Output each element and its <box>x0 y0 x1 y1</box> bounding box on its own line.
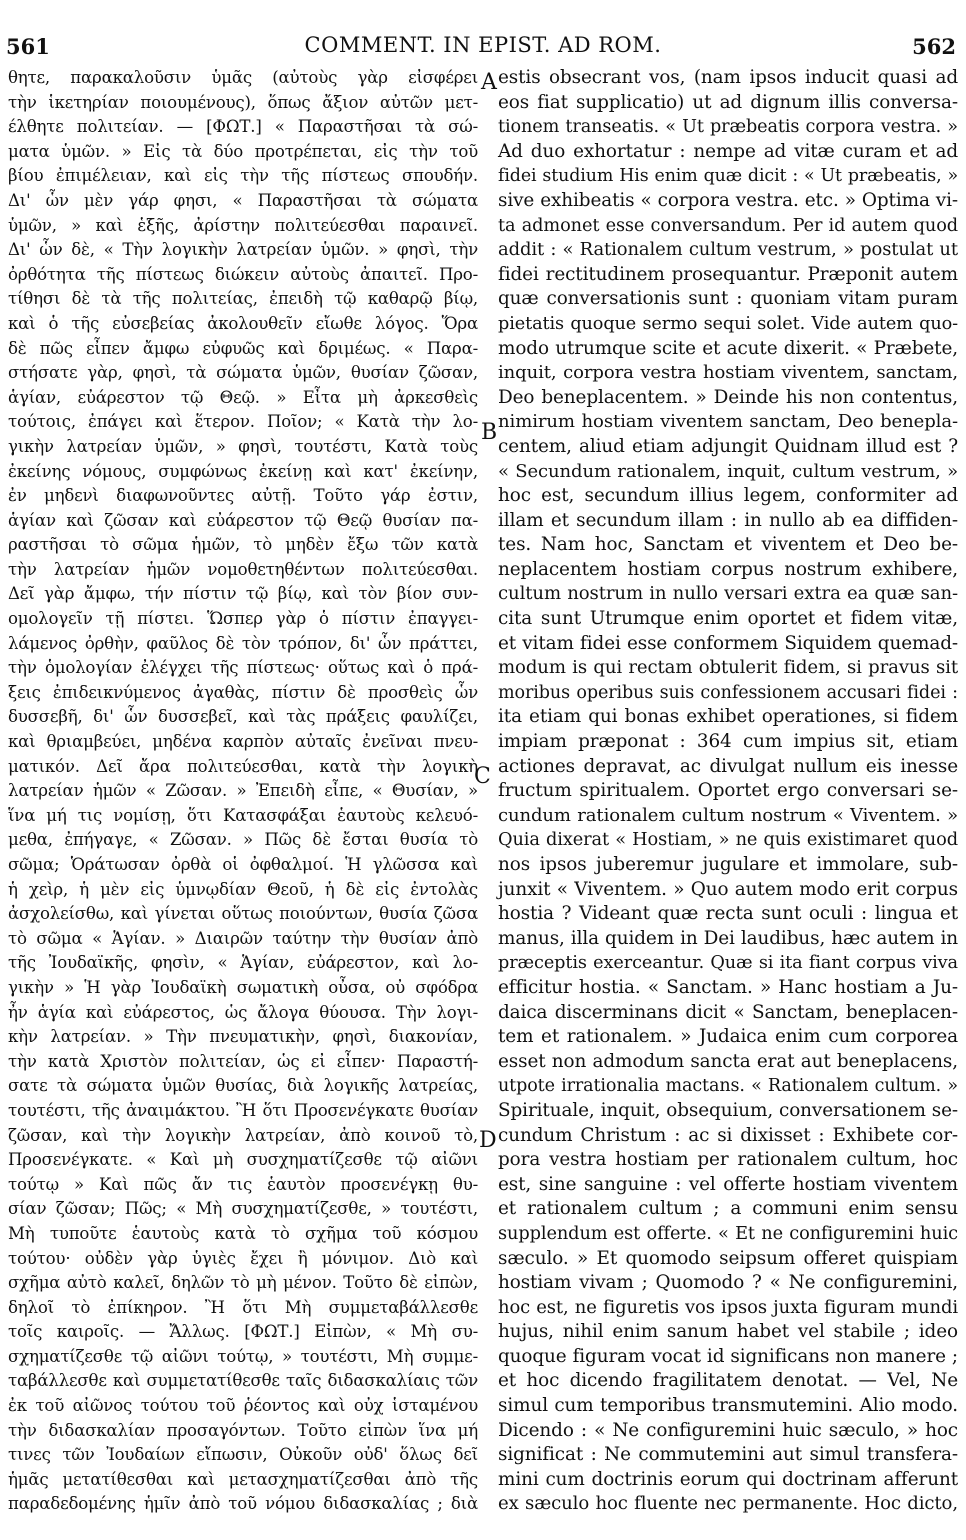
latin-text-line: Dicendo : « Ne configuremini huic sæculo, » hoc <box>498 1419 958 1441</box>
greek-text-line: ὀρθότητα τῆς πίστεως διώκειν αὐτοὺς ἀπαιτεῖ. Προ- <box>8 264 478 284</box>
latin-text-line: cita sunt Utrumque enim oportet et fidem vitæ, <box>498 608 958 630</box>
latin-text-line: fidei rectitudinem prosequantur. Præponit autem <box>498 263 958 285</box>
greek-text-line: στήσατε γὰρ, φησὶ, τὰ σώματα ὑμῶν, θυσίαν ζῶσαν, <box>8 363 478 383</box>
latin-text-line: estis obsecrant vos, (nam ipsos inducit quasi ad <box>498 67 958 88</box>
latin-text-line: supplendum est offerte. « Et ne configuremini huic <box>498 1223 958 1244</box>
latin-text-line: centem, aliud etiam adjungit Quidnam illud est ? <box>498 435 958 457</box>
greek-text-line: έλθητε πολιτείαν. — [ΦΩΤ.] « Παραστῆσαι τὰ σώ- <box>8 117 478 137</box>
greek-text-line: ξεις ἐπιδεικνύμενος ἀγαθὰς, πίστιν δὲ προσθεὶς ὧν <box>8 682 478 702</box>
latin-text-line: tem et rationalem. » Judaica enim cum corporea <box>498 1026 958 1048</box>
latin-text-line: pietatis quoque sermo sequi solet. Vide autem quo- <box>498 313 958 334</box>
greek-text-line: δυσσεβῆ, δι' ὧν δυσσεβεῖ, καὶ τὰς πράξεις φαυλίζει, <box>8 707 478 727</box>
latin-text-line: ex sæculo hoc fluente nec permanente. Hoc dicto, <box>498 1493 958 1515</box>
greek-text-line: Δεῖ γὰρ ἄμφω, τήν πίστιν τῷ βίῳ, καὶ τὸν βίον συν- <box>8 584 478 604</box>
greek-text-line: τίθησι δὲ τὰ τῆς πολιτείας, ἐπειδὴ τῷ καθαρῷ βίῳ, <box>8 289 478 309</box>
greek-text-line: τὴν ἱκετηρίαν ποιουμένους), ὅπως ἄξιον αὐτῶν μετ- <box>8 92 478 112</box>
greek-text-line: τούτου· οὐδὲν γὰρ ὑγιὲς ἔχει ἢ μόνιμον. Διὸ καὶ <box>8 1248 478 1268</box>
greek-text-line: σίαν ζῶσαν; Πῶς; « Μὴ συσχηματίζεσθε, » τουτέστι, <box>8 1199 478 1219</box>
greek-text-line: ἐκ τοῦ αἰῶνος τούτου τοῦ ῥέοντος καὶ οὐχ ἱσταμένου <box>8 1396 478 1416</box>
greek-text-line: Προσενέγκατε. « Καὶ μὴ συσχηματίζεσθε τῷ αἰῶνι <box>8 1150 478 1170</box>
latin-text-line: addit : « Rationalem cultum vestrum, » postulat ut <box>498 239 958 261</box>
greek-text-line: λατρείαν ἡμῶν « Ζῶσαν. » Ἐπειδὴ εἶπε, « Θυσίαν, » <box>8 781 478 801</box>
latin-text-line: tionem transeatis. « Ut præbeatis corpora vestra. » <box>498 117 958 138</box>
latin-text-line: impiam præponat : 364 cum impius sit, etiam <box>498 731 958 753</box>
greek-text-line: σατε τὰ σώματα ὑμῶν θυσίας, διὰ λογικῆς λατρείας, <box>8 1076 478 1096</box>
greek-text-line: ἦν ἁγία καὶ εὐάρεστος, ὡς ἄλογα θύουσα. Τὴν λογι- <box>8 1002 478 1022</box>
greek-text-line: γικὴν λατρείαν ὑμῶν, » φησὶ, τουτέστι, Κατὰ τοὺς <box>8 436 478 456</box>
greek-text-line: Δι' ὧν δὲ, « Τὴν λογικὴν λατρείαν ὑμῶν. » φησὶ, τὴν <box>8 240 478 260</box>
section-marker-b: B <box>481 420 498 445</box>
latin-text-line: daica discerminans dicit « Sanctam, beneplacen- <box>498 1001 958 1023</box>
latin-text-line: actiones depravat, ac divulgat nullum eis inesse <box>498 755 958 777</box>
latin-text-line: nos ipsos juberemur jugulare et immolare, sub- <box>498 854 958 875</box>
greek-text-line: ὑμῶν, » καὶ ἑξῆς, ἀρίστην πολιτεύεσθαι παραινεῖ. <box>8 215 478 235</box>
latin-text-line: hostiam vivam ; Quomodo ? « Ne configuremini, <box>498 1272 958 1294</box>
greek-text-line: ραστῆσαι τὸ σῶμα ἡμῶν, τὸ μηδὲν ἔξω τῶν κατὰ <box>8 535 478 555</box>
greek-text-line: τὸ σῶμα « Ἁγίαν. » Διαιρῶν ταύτην τὴν θυσίαν ἀπὸ <box>8 928 478 948</box>
greek-text-line: γικὴν » Ἡ γὰρ Ἰουδαϊκὴ σωματικὴ οὖσα, οὐ σφόδρα <box>8 977 478 997</box>
greek-text-line: ἡμᾶς μετατίθεσθαι καὶ μετασχηματίζεσθαι ἀπὸ τῆς <box>8 1469 478 1489</box>
latin-text-line: hostia ? Videant quæ recta sunt oculi : lingua et <box>498 903 958 925</box>
latin-text-line: ta admonet esse conversandum. Per id autem quod <box>498 215 958 236</box>
greek-text-line: ἐν μηδενὶ διαφωνοῦντες αὐτῇ. Τοῦτο γάρ ἐστιν, <box>8 486 478 506</box>
page-number-left: 561 <box>6 34 50 59</box>
latin-text-line: et rationalem cultum ; a communi enim sensu <box>498 1198 958 1220</box>
greek-text-line: ἁγίαν, εὐάρεστον τῷ Θεῷ. » Εἶτα μὴ ἀρκεσθεὶς <box>8 387 478 407</box>
latin-text-line: illam et secundum illam : in nullo ab ea diffiden- <box>498 509 958 531</box>
latin-text-line: hujus, nihil enim sanum habet vel stabile ; ideo <box>498 1321 958 1343</box>
greek-text-line: ματικόν. Δεῖ ἄρα πολιτεύεσθαι, κατὰ τὴν λογικὴ <box>8 756 478 776</box>
latin-text-line: hoc est, secundum illius legem, conformiter ad <box>498 485 958 507</box>
latin-text-line: modum is qui rectam obtulerit fidem, si pravus sit <box>498 657 958 679</box>
greek-text-line: ζῶσαν, καὶ τὴν λογικὴν λατρείαν, ἀπὸ κοινοῦ τὸ, <box>8 1125 478 1145</box>
latin-text-line: præceptis exerceantur. Quæ si ita fiant corpus viva <box>498 953 958 974</box>
latin-text-line: sæculo. » Et quomodo seipsum offeret quispiam <box>498 1247 958 1269</box>
greek-text-line: ομολογεῖν τῇ πίστει. Ὥσπερ γὰρ ὁ πίστιν ἐπαγγει- <box>8 609 478 629</box>
latin-column <box>498 66 958 1515</box>
latin-text-line: Spirituale, inquit, obsequium, conversationem se- <box>498 1099 958 1121</box>
greek-text-line: μεθα, ἐπήγαγε, « Ζῶσαν. » Πῶς δὲ ἔσται θυσία τὸ <box>8 830 478 850</box>
greek-text-line: τὴν κατὰ Χριστὸν πολιτείαν, ὡς εἰ εἶπεν· Παραστή- <box>8 1051 478 1071</box>
greek-text-line: τῆς Ἰουδαϊκῆς, φησὶν, « Ἁγίαν, εὐάρεστον, καὶ λο- <box>8 953 478 973</box>
latin-text-line: efficitur hostia. « Sanctam. » Hanc hostiam a Ju- <box>498 976 958 998</box>
greek-text-line: ματα ὑμῶν. » Εἰς τὰ δύο προτρέπεται, εἰς τὴν τοῦ <box>8 141 478 161</box>
running-title: COMMENT. IN EPIST. AD ROM. <box>304 33 662 57</box>
greek-text-line: θητε, παρακαλοῦσιν ὑμᾶς (αὐτοὺς γὰρ εἰσφέρει <box>8 68 478 87</box>
greek-text-line: τὴν ὁμολογίαν ἐλέγχει τῆς πίστεως· οὕτως καὶ ὁ πρά- <box>8 658 478 678</box>
latin-text-line: fructum spiritualem. Oportet ergo conversari se- <box>498 780 958 802</box>
latin-text-line: moribus operibus suis confessionem accusari fidei : <box>498 682 958 703</box>
latin-text-line: cundum Christum : ac si dixisset : Exhibete cor- <box>498 1124 958 1146</box>
greek-text-line: ταβάλλεσθε καὶ συμμετατίθεσθε ταῖς διδασκαλίαις τῶν <box>8 1371 478 1391</box>
latin-text-line: hoc est, ne figuretis vos ipsos juxta figuram mundi <box>498 1296 958 1318</box>
latin-text-line: utpote irrationalia mactans. « Rationalem cultum. » <box>498 1076 958 1097</box>
latin-text-line: pora vestra hostiam per rationalem cultum, hoc <box>498 1149 958 1171</box>
greek-text-line: τὴν διδασκαλίαν προσαγόντων. Τοῦτο εἰπὼν ἵνα μή <box>8 1420 478 1440</box>
latin-text-line: Ad duo exhortatur : nempe ad vitæ curam et ad <box>498 140 958 162</box>
greek-text-line: ἵνα μή τις νομίσῃ, ὅτι Κατασφάξαι ἑαυτοὺς κελευό- <box>8 805 478 825</box>
latin-text-line: et hoc dicendo fragilitatem denotat. — Vel, Ne <box>498 1370 958 1392</box>
greek-text-line: ἐκείνης νόμους, συμφώνως ἐκείνῃ καὶ κατ' ἐκείνην, <box>8 461 478 481</box>
greek-text-line: δηλοῖ τὸ ἐπίκηρον. Ἢ ὅτι Μὴ συμμεταβάλλεσθε <box>8 1297 478 1317</box>
latin-text-line: manus, illa quidem in Dei laudibus, hæc autem in <box>498 927 958 949</box>
latin-text-line: et vitam fidei esse conformem Siquidem quemad- <box>498 632 958 654</box>
greek-text-line: τινες τῶν Ἰουδαίων εἴπωσιν, Οὐκοῦν οὐδ' ὅλως δεῖ <box>8 1445 478 1465</box>
latin-text-line: inquit, corpora vestra hostiam viventem, sanctam, <box>498 362 958 384</box>
latin-text-line: est, sine sanguine : vel offerte hostiam viventem <box>498 1173 958 1195</box>
latin-text-line: esset non admodum sancta erat aut beneplacens, <box>498 1050 958 1072</box>
greek-text-line: Δι' ὧν μὲν γάρ φησι, « Παραστῆσαι τὰ σώματα <box>8 190 478 210</box>
section-marker-c: C <box>474 764 491 789</box>
greek-text-line: τὴν λατρείαν ἡμῶν νομοθετηθέντων πολιτεύεσθαι. <box>8 559 478 579</box>
greek-text-line: τούτοις, ἐπάγει καὶ ἕτερον. Ποῖον; « Κατὰ τὴν λο- <box>8 412 478 432</box>
latin-text-line: eos fiat supplicatio) ut ad dignum illis conversa- <box>498 91 958 113</box>
latin-text-line: nimirum hostiam viventem sanctam, Deo benepla- <box>498 411 958 433</box>
latin-text-line: significat : Ne commutemini aut simul transfera- <box>498 1444 958 1466</box>
latin-text-line: cundum rationalem cultum nostrum « Viventem. » <box>498 804 958 826</box>
greek-text-line: σῶμα; Ὁράτωσαν ὀρθὰ οἱ ὀφθαλμοί. Ἡ γλῶσσα καὶ <box>8 855 478 874</box>
latin-text-line: modo utrumque scite et acute dixerit. « Præbete, <box>498 337 958 359</box>
latin-text-line: quoque figuram vocat id significans non manere ; <box>498 1345 958 1367</box>
greek-text-line: κὴν λατρείαν. » Τὴν πνευματικὴν, φησὶ, διακονίαν, <box>8 1027 478 1047</box>
greek-text-line: ἀσχολείσθω, καὶ γίνεται οὕτως ποιούντων, θυσία ζῶσα <box>8 904 478 924</box>
latin-text-line: mini cum doctrinis eorum qui doctrinam afferunt <box>498 1468 958 1490</box>
greek-text-line: ἁγίαν καὶ ζῶσαν καὶ εὐάρεστον τῷ Θεῷ θυσίαν πα- <box>8 510 478 530</box>
greek-text-line: τοῖς καιροῖς. — Ἄλλως. [ΦΩΤ.] Εἰπὼν, « Μὴ συ- <box>8 1322 478 1342</box>
greek-text-line: καὶ θριαμβεύει, μηδένα καρπὸν αὐταῖς ἐνεῖναι πνευ- <box>8 732 478 752</box>
latin-text-line: fidei studium His enim quæ dicit : « Ut præbeatis, » <box>498 166 958 187</box>
greek-text-line: δὲ πῶς εἶπεν ἄμφω εὐφυῶς καὶ δριμέως. « Παρα- <box>8 338 478 358</box>
greek-text-line: ἡ χεὶρ, ἡ μὲν εἰς ὑμνῳδίαν Θεοῦ, ἡ δὲ εἰς ἐντολὰς <box>8 879 478 899</box>
latin-text-line: junxit « Viventem. » Quo autem modo erit corpus <box>498 878 958 900</box>
greek-text-line: τουτέστι, τῆς ἀναιμάκτου. Ἢ ὅτι Προσενέγκατε θυσίαν <box>8 1100 478 1120</box>
latin-text-line: sive exhibeatis « corpora vestra. etc. » Optima vi- <box>498 189 958 211</box>
latin-text-line: quæ conversationis sunt : quoniam vitam puram <box>498 288 958 310</box>
greek-text-line: Μὴ τυποῦτε ἑαυτοὺς κατὰ τὸ σχῆμα τοῦ κόσμου <box>8 1223 478 1243</box>
page-number-right: 562 <box>912 34 956 59</box>
latin-text-line: simul cum temporibus transmutemini. Alio modo. <box>498 1395 958 1417</box>
latin-text-line: neplacentem hostiam corpus nostrum exhibere, <box>498 558 958 580</box>
greek-text-line: σχηματίζεσθε τῷ αἰῶνι τούτῳ, » τουτέστι, Μὴ συμμε- <box>8 1346 478 1366</box>
latin-text-line: Quia dixerat « Hostiam, » ne quis existimaret quod <box>498 830 958 851</box>
greek-text-line: τούτῳ » Καὶ πῶς ἄν τις ἑαυτὸν προσενέγκῃ θυ- <box>8 1174 478 1194</box>
greek-column <box>8 66 478 1514</box>
greek-text-line: σχῆμα αὐτὸ καλεῖ, δηλῶν τὸ μὴ μένον. Τοῦτο δὲ εἰπὼν, <box>8 1273 478 1293</box>
greek-text-line: βίου ἐπιμέλειαν, καὶ εἰς τὴν τῆς πίστεως σπουδήν. <box>8 166 478 186</box>
latin-text-line: « Secundum rationalem, inquit, cultum vestrum, » <box>498 460 958 482</box>
greek-text-line: καὶ ὁ τῆς εὐσεβείας ἀκολουθεῖν εἴωθε λόγος. Ὅρα <box>8 313 478 333</box>
latin-text-line: tes. Nam hoc, Sanctam et viventem et Deo be- <box>498 534 958 556</box>
latin-text-line: cultum nostrum in nullo versari extra ea quæ san- <box>498 583 958 605</box>
latin-text-line: ita etiam qui bonas exhibet operationes, si fidem <box>498 706 958 728</box>
latin-text-line: Deo beneplacentem. » Deinde his non contentus, <box>498 386 958 408</box>
greek-text-line: παραδεδομένης ἡμῖν ἀπὸ τοῦ νόμου διδασκαλίας ; διὰ <box>8 1494 478 1514</box>
greek-text-line: λάμενος ὀρθὴν, φαῦλος δὲ τὸν τρόπον, δι' ὧν πράττει, <box>8 633 478 653</box>
page-header <box>0 0 966 62</box>
section-marker-a: A <box>481 70 497 95</box>
section-marker-d: D <box>479 1128 497 1153</box>
